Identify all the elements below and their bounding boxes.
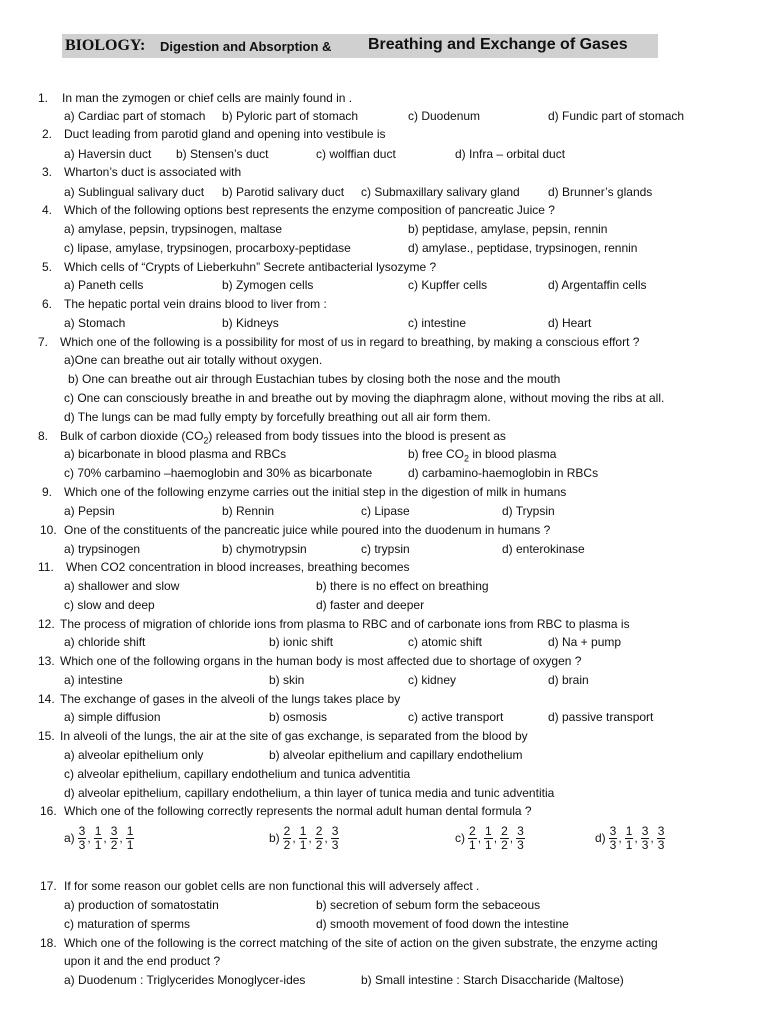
- fraction-separator: ,: [324, 831, 328, 845]
- question-number: 5.: [42, 260, 53, 274]
- question-text: The exchange of gases in the alveoli of the lungs takes place by: [60, 692, 401, 706]
- fraction-numerator: 1: [299, 823, 307, 838]
- option: b) Stensen’s duct: [176, 147, 269, 161]
- option: a) intestine: [64, 673, 123, 687]
- question-text: The process of migration of chloride ions from plasma to RBC and of carbonate ions from RBC to plasma is: [60, 617, 630, 631]
- option: b) Zymogen cells: [222, 278, 314, 292]
- fraction-separator: ,: [292, 831, 296, 845]
- formula-fraction: [657, 825, 666, 852]
- formula-fraction: [126, 825, 135, 852]
- formula-fraction: [110, 825, 119, 852]
- question-text: Bulk of carbon dioxide $(CO_2)$ released from body tissues into the blood is present as: [60, 429, 506, 446]
- option: b) ionic shift: [269, 635, 334, 649]
- fraction-separator: ,: [103, 831, 107, 845]
- option: d) Brunner’s glands: [548, 185, 653, 199]
- fraction-numerator: 3: [657, 823, 665, 838]
- option: b) chymotrypsin: [222, 542, 307, 556]
- option: a)One can breathe out air totally without oxygen.: [64, 353, 323, 367]
- fraction-denominator: 3: [609, 837, 617, 852]
- formula-fraction: [516, 825, 525, 852]
- fraction-separator: ,: [634, 831, 638, 845]
- question-text: The hepatic portal vein drains blood to liver from :: [64, 297, 327, 311]
- fraction-separator: ,: [509, 831, 514, 845]
- question-text: Wharton’s duct is associated with: [64, 165, 242, 179]
- option: c) intestine: [408, 316, 467, 330]
- fraction-denominator: 1: [126, 837, 134, 852]
- title-part-breathing: Breathing and Exchange of Gases: [368, 36, 628, 53]
- option: b) Rennin: [222, 504, 275, 518]
- title-part-digestion: Digestion and Absorption &: [160, 39, 332, 54]
- fraction-denominator: 1: [94, 837, 102, 852]
- option: d) The lungs can be mad fully empty by forcefully breathing out all air form them.: [64, 410, 491, 424]
- formula-fraction: [625, 825, 634, 852]
- formula-fraction: [484, 825, 493, 852]
- option: b) One can breathe out air through Eustachian tubes by closing both the nose and the mouth: [68, 372, 561, 386]
- option: b) peptidase, amylase, pepsin, rennin: [408, 222, 608, 236]
- fraction-denominator: 3: [657, 837, 665, 852]
- option-label: a): [64, 831, 75, 845]
- option: a) Sublingual salivary duct: [64, 185, 205, 199]
- option: a) Paneth cells: [64, 278, 144, 292]
- fraction-numerator: 3: [517, 823, 524, 838]
- fraction-separator: ,: [477, 831, 482, 845]
- option-label: b): [269, 831, 280, 845]
- dental-formula-option: [595, 823, 666, 853]
- question-text: Duct leading from parotid gland and opening into vestibule is: [64, 127, 386, 141]
- option: b) osmosis: [269, 710, 328, 724]
- question-text: In alveoli of the lungs, the air at the site of gas exchange, is separated from the blood by: [60, 729, 528, 743]
- option: a) bicarbonate in blood plasma and RBCs: [64, 447, 287, 461]
- formula-fraction: [641, 825, 650, 852]
- fraction-denominator: 1: [485, 837, 492, 852]
- fraction-numerator: 1: [126, 823, 134, 838]
- option: d) brain: [548, 673, 589, 687]
- question-number: 15.: [38, 729, 55, 743]
- fraction-denominator: 2: [283, 837, 291, 852]
- fraction-denominator: 3: [517, 837, 524, 852]
- option: c) active transport: [408, 710, 504, 724]
- option: b) secretion of sebum form the sebaceous: [316, 898, 541, 912]
- fraction-denominator: 2: [110, 837, 118, 852]
- fraction-numerator: 2: [315, 823, 323, 838]
- question-number: 3.: [42, 165, 53, 179]
- option: a) alveolar epithelium only: [64, 748, 204, 762]
- option: d) alveolar epithelium, capillary endothelium, a thin layer of tunica media and tunic adventitia: [64, 786, 555, 800]
- fraction-denominator: 1: [469, 837, 476, 852]
- fraction-separator: ,: [87, 831, 91, 845]
- question-number: 13.: [38, 654, 55, 668]
- formula-fraction: [94, 825, 103, 852]
- question-text-continued: upon it and the end product ?: [64, 954, 221, 968]
- option: c) 70% carbamino –haemoglobin and 30% as bicarbonate: [64, 466, 373, 480]
- option: a) simple diffusion: [64, 710, 161, 724]
- question-number: 8.: [38, 429, 49, 443]
- question-number: 7.: [38, 335, 49, 349]
- fraction-denominator: 3: [641, 837, 649, 852]
- question-text: When CO2 concentration in blood increases, breathing becomes: [66, 560, 410, 574]
- question-text: Which of the following options best represents the enzyme composition of pancreatic Juice ?: [64, 203, 555, 217]
- option: a) production of somatostatin: [64, 898, 219, 912]
- option: a) chloride shift: [64, 635, 146, 649]
- question-text: In man the zymogen or chief cells are mainly found in .: [62, 91, 353, 105]
- question-number: 4.: [42, 203, 53, 217]
- question-text: Which one of the following is a possibility for most of us in regard to breathing, by making a conscious effort ?: [60, 335, 640, 349]
- fraction-denominator: 3: [78, 837, 86, 852]
- option: c) maturation of sperms: [64, 917, 191, 931]
- fraction-numerator: 2: [283, 823, 291, 838]
- formula-fraction: [500, 825, 509, 852]
- title-subject: BIOLOGY:: [65, 37, 146, 54]
- fraction-denominator: 1: [625, 837, 633, 852]
- fraction-separator: ,: [308, 831, 312, 845]
- option: b) Kidneys: [222, 316, 279, 330]
- dental-formula-option: [455, 823, 526, 853]
- question-number: 10.: [40, 523, 57, 537]
- option: a) Duodenum : Triglycerides Monoglycer-ides: [64, 973, 306, 987]
- option-label: d): [595, 831, 606, 845]
- option: b) Small intestine : Starch Disaccharide (Maltose): [361, 973, 624, 987]
- option: d) smooth movement of food down the intestine: [316, 917, 569, 931]
- option: c) alveolar epithelium, capillary endothelium and tunica adventitia: [64, 767, 411, 781]
- option: d) Na + pump: [548, 635, 622, 649]
- question-text: Which one of the following correctly represents the normal adult human dental formula ?: [64, 804, 532, 818]
- fraction-numerator: 1: [625, 823, 633, 838]
- option: d) amylase., peptidase, trypsinogen, rennin: [408, 241, 638, 255]
- question-number: 6.: [42, 297, 53, 311]
- fraction-numerator: 3: [110, 823, 118, 838]
- option: d) Trypsin: [502, 504, 555, 518]
- fraction-numerator: 3: [609, 823, 617, 838]
- option: a) Haversin duct: [64, 147, 152, 161]
- option: a) Stomach: [64, 316, 126, 330]
- option: b) free $CO_2$ in blood plasma: [408, 447, 557, 464]
- option: c) wolffian duct: [316, 147, 396, 161]
- formula-fraction: [331, 825, 340, 852]
- fraction-denominator: 2: [501, 837, 508, 852]
- option: b) alveolar epithelium and capillary endothelium: [269, 748, 523, 762]
- dental-formula-option: [64, 823, 135, 853]
- fraction-numerator: 2: [469, 823, 476, 838]
- question-number: 11.: [38, 560, 54, 574]
- formula-fraction: [283, 825, 292, 852]
- formula-fraction: [609, 825, 618, 852]
- option: c) trypsin: [361, 542, 410, 556]
- fraction-numerator: 2: [501, 823, 508, 838]
- fraction-separator: ,: [618, 831, 622, 845]
- question-text: Which one of the following enzyme carries out the initial step in the digestion of milk in humans: [64, 485, 567, 499]
- option: c) Kupffer cells: [408, 278, 488, 292]
- question-text: One of the constituents of the pancreatic juice while poured into the duodenum in humans ?: [64, 523, 551, 537]
- option: b) there is no effect on breathing: [316, 579, 489, 593]
- option: c) lipase, amylase, trypsinogen, procarboxy-peptidase: [64, 241, 351, 255]
- option: c) Lipase: [361, 504, 410, 518]
- option: c) slow and deep: [64, 598, 155, 612]
- option-label: c): [455, 831, 465, 845]
- option: c) Duodenum: [408, 109, 481, 123]
- fraction-separator: ,: [493, 831, 498, 845]
- question-number: 14.: [38, 692, 55, 706]
- option: d) faster and deeper: [316, 598, 425, 612]
- question-number: 16.: [40, 804, 57, 818]
- fraction-numerator: 3: [641, 823, 649, 838]
- option: d) Fundic part of stomach: [548, 109, 685, 123]
- option: c) One can consciously breathe in and breathe out by moving the diaphragm alone, without moving the ribs at all.: [64, 391, 665, 405]
- formula-fraction: [299, 825, 308, 852]
- option: b) Parotid salivary duct: [222, 185, 345, 199]
- formula-fraction: [468, 825, 477, 852]
- dental-formula-option: [269, 823, 340, 853]
- question-number: 1.: [38, 91, 49, 105]
- question-number: 2.: [42, 127, 53, 141]
- option: a) Cardiac part of stomach: [64, 109, 206, 123]
- fraction-separator: ,: [650, 831, 654, 845]
- fraction-numerator: 3: [331, 823, 339, 838]
- fraction-numerator: 1: [485, 823, 492, 838]
- fraction-separator: ,: [119, 831, 123, 845]
- question-text: Which one of the following is the correct matching of the site of action on the given substrate, the enzyme acting: [64, 936, 658, 950]
- option: d) passive transport: [548, 710, 654, 724]
- option: a) shallower and slow: [64, 579, 180, 593]
- option: d) Infra – orbital duct: [455, 147, 566, 161]
- question-text: Which one of the following organs in the human body is most affected due to shortage of oxygen ?: [60, 654, 582, 668]
- formula-fraction: [78, 825, 87, 852]
- question-text: Which cells of “Crypts of Lieberkuhn” Secrete antibacterial lysozyme ?: [64, 260, 437, 274]
- fraction-numerator: 1: [94, 823, 102, 838]
- question-number: 12.: [38, 617, 55, 631]
- option: d) carbamino-haemoglobin in RBCs: [408, 466, 599, 480]
- option: c) atomic shift: [408, 635, 483, 649]
- document-title: [62, 34, 658, 58]
- option: c) kidney: [408, 673, 457, 687]
- option: a) Pepsin: [64, 504, 115, 518]
- formula-fraction: [315, 825, 324, 852]
- fraction-denominator: 3: [331, 837, 339, 852]
- fraction-denominator: 2: [315, 837, 323, 852]
- question-number: 9.: [42, 485, 53, 499]
- option: b) skin: [269, 673, 305, 687]
- option: d) Argentaffin cells: [548, 278, 647, 292]
- fraction-denominator: 1: [299, 837, 307, 852]
- question-number: 17.: [40, 879, 57, 893]
- option: c) Submaxillary salivary gland: [361, 185, 520, 199]
- question-text: If for some reason our goblet cells are non functional this will adversely affect .: [64, 879, 480, 893]
- question-number: 18.: [40, 936, 57, 950]
- option: a) trypsinogen: [64, 542, 141, 556]
- option: d) enterokinase: [502, 542, 585, 556]
- option: d) Heart: [548, 316, 592, 330]
- option: b) Pyloric part of stomach: [222, 109, 359, 123]
- fraction-numerator: 3: [78, 823, 86, 838]
- option: a) amylase, pepsin, trypsinogen, maltase: [64, 222, 283, 236]
